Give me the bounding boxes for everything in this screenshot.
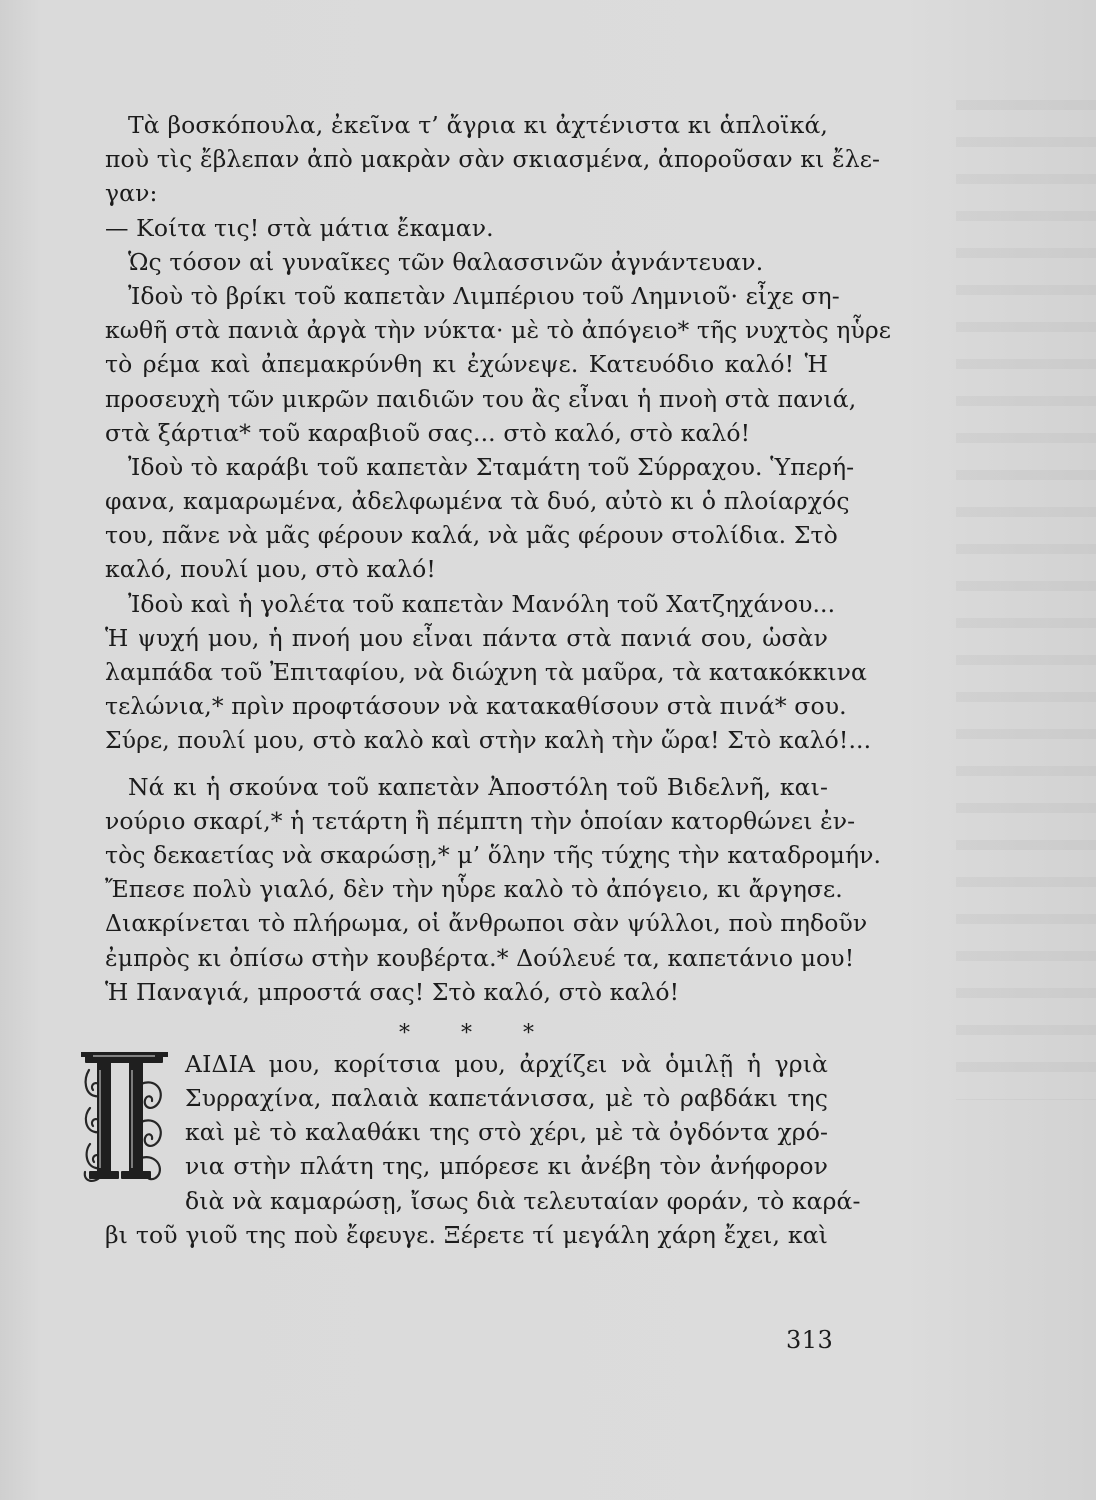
text-line: καλό, πουλί μου, στὸ καλό! [105, 555, 436, 584]
text-line: τὸς δεκαετίας νὰ σκαρώσῃ,* μ’ ὅλην τῆς τύχης τὴν καταδρομήν. [105, 840, 882, 869]
text-line: Ἰδοὺ τὸ βρίκι τοῦ καπετὰν Λιμπέριου τοῦ Λημνιοῦ· εἶχε ση- [128, 281, 840, 310]
text-line: τὸ ρέμα καὶ ἀπεμακρύνθη κι ἐχώνεψε. Κατευόδιο καλό! Ἡ [105, 350, 828, 379]
text-line: Σύρε, πουλί μου, στὸ καλὸ καὶ στὴν καλὴ τὴν ὥρα! Στὸ καλό!... [105, 726, 872, 755]
text-line: βι τοῦ γιοῦ της ποὺ ἔφευγε. Ξέρετε τί μεγάλη χάρη ἔχει, καὶ [105, 1220, 828, 1249]
text-line: Ἰδοὺ τὸ καράβι τοῦ καπετὰν Σταμάτη τοῦ Σύρραχου. Ὑπερή- [128, 452, 855, 481]
paragraph [105, 450, 855, 587]
section-separator: * * * [399, 1020, 556, 1046]
text-line: γαν: [105, 179, 158, 208]
text-line: Ἡ Παναγιά, μπροστά σας! Στὸ καλό, στὸ καλό! [105, 977, 680, 1006]
dialogue-line: — Κοίτα τις! στὰ μάτια ἔκαμαν. [105, 213, 494, 242]
paragraph [105, 770, 882, 1009]
paragraph [105, 245, 828, 279]
paragraph [105, 108, 881, 211]
text-line: του, πᾶνε νὰ μᾶς φέρουν καλά, νὰ μᾶς φέρουν στολίδια. Στὸ [105, 521, 838, 550]
text-line: νια στὴν πλάτη της, μπόρεσε κι ἀνέβη τὸν ἀνήφορον [185, 1152, 828, 1181]
text-line: Τὰ βοσκόπουλα, ἐκεῖνα τ’ ἄγρια κι ἀχτένιστα κι ἁπλοϊκά, [128, 111, 828, 139]
text-line: διὰ νὰ καμαρώσῃ, ἴσως διὰ τελευταίαν φοράν, τὸ καρά- [185, 1186, 861, 1215]
text-line: Νά κι ἡ σκούνα τοῦ καπετὰν Ἀποστόλη τοῦ Βιδελνῆ, και- [128, 772, 828, 801]
text-line: ΑΙΔΙΑ μου, κορίτσια μου, ἀρχίζει νὰ ὁμιλῇ ἡ γριὰ [185, 1049, 828, 1078]
text-line: νούριο σκαρί,* ἡ τετάρτη ἢ πέμπτη τὴν ὁποίαν κατορθώνει ἐν- [105, 806, 856, 835]
text-line: προσευχὴ τῶν μικρῶν παιδιῶν του ἂς εἶναι ἡ πνοὴ στὰ πανιά, [105, 384, 857, 413]
paragraph [105, 587, 872, 758]
text-line: στὰ ξάρτια* τοῦ καραβιοῦ σας... στὸ καλό, στὸ καλό! [105, 418, 751, 447]
text-line: Ἰδοὺ καὶ ἡ γολέτα τοῦ καπετὰν Μανόλη τοῦ Χατζηχάνου... [128, 589, 836, 618]
drop-cap-paragraph [105, 1047, 861, 1252]
text-line: Ἔπεσε πολὺ γιαλό, δὲν τὴν ηὗρε καλὸ τὸ ἀπόγειο, κι ἄργησε. [105, 875, 843, 904]
text-line: Ὡς τόσον αἱ γυναῖκες τῶν θαλασσινῶν ἀγνάντευαν. [128, 247, 764, 276]
text-line: φανα, καμαρωμένα, ἀδελφωμένα τὰ δυό, αὐτὸ κι ὁ πλοίαρχός [105, 487, 850, 516]
text-line: Συρραχίνα, παλαιὰ καπετάνισσα, μὲ τὸ ραβδάκι της [185, 1084, 828, 1113]
paragraph [105, 279, 892, 450]
text-line: κωθῆ στὰ πανιὰ ἀργὰ τὴν νύκτα· μὲ τὸ ἀπόγειο* τῆς νυχτὸς ηὗρε [105, 316, 892, 345]
text-line: Ἡ ψυχή μου, ἡ πνοή μου εἶναι πάντα στὰ πανιά σου, ὡσὰν [105, 623, 828, 652]
paragraph [105, 211, 828, 245]
text-line: τελώνια,* πρὶν προφτάσουν νὰ κατακαθίσουν στὰ πινά* σου. [105, 692, 847, 721]
text-line: Διακρίνεται τὸ πλήρωμα, οἱ ἄνθρωποι σὰν ψύλλοι, ποὺ πηδοῦν [105, 909, 868, 938]
page-number: 313 [786, 1326, 834, 1354]
text-line: καὶ μὲ τὸ καλαθάκι της στὸ χέρι, μὲ τὰ ὀγδόντα χρό- [185, 1118, 828, 1147]
text-line: λαμπάδα τοῦ Ἐπιταφίου, νὰ διώχνη τὰ μαῦρα, τὰ κατακόκκινα [105, 658, 868, 686]
text-line: ποὺ τὶς ἔβλεπαν ἀπὸ μακρὰν σὰν σκιασμένα, ἀποροῦσαν κι ἔλε- [105, 145, 881, 174]
text-line: ἐμπρὸς κι ὀπίσω στὴν κουβέρτα.* Δούλευέ τα, καπετάνιο μου! [105, 943, 855, 972]
paragraph-gap [105, 758, 828, 770]
ornamental-drop-cap-icon [81, 1050, 168, 1188]
body-text [105, 108, 892, 1252]
bleed-through-shadow [956, 100, 1096, 1100]
